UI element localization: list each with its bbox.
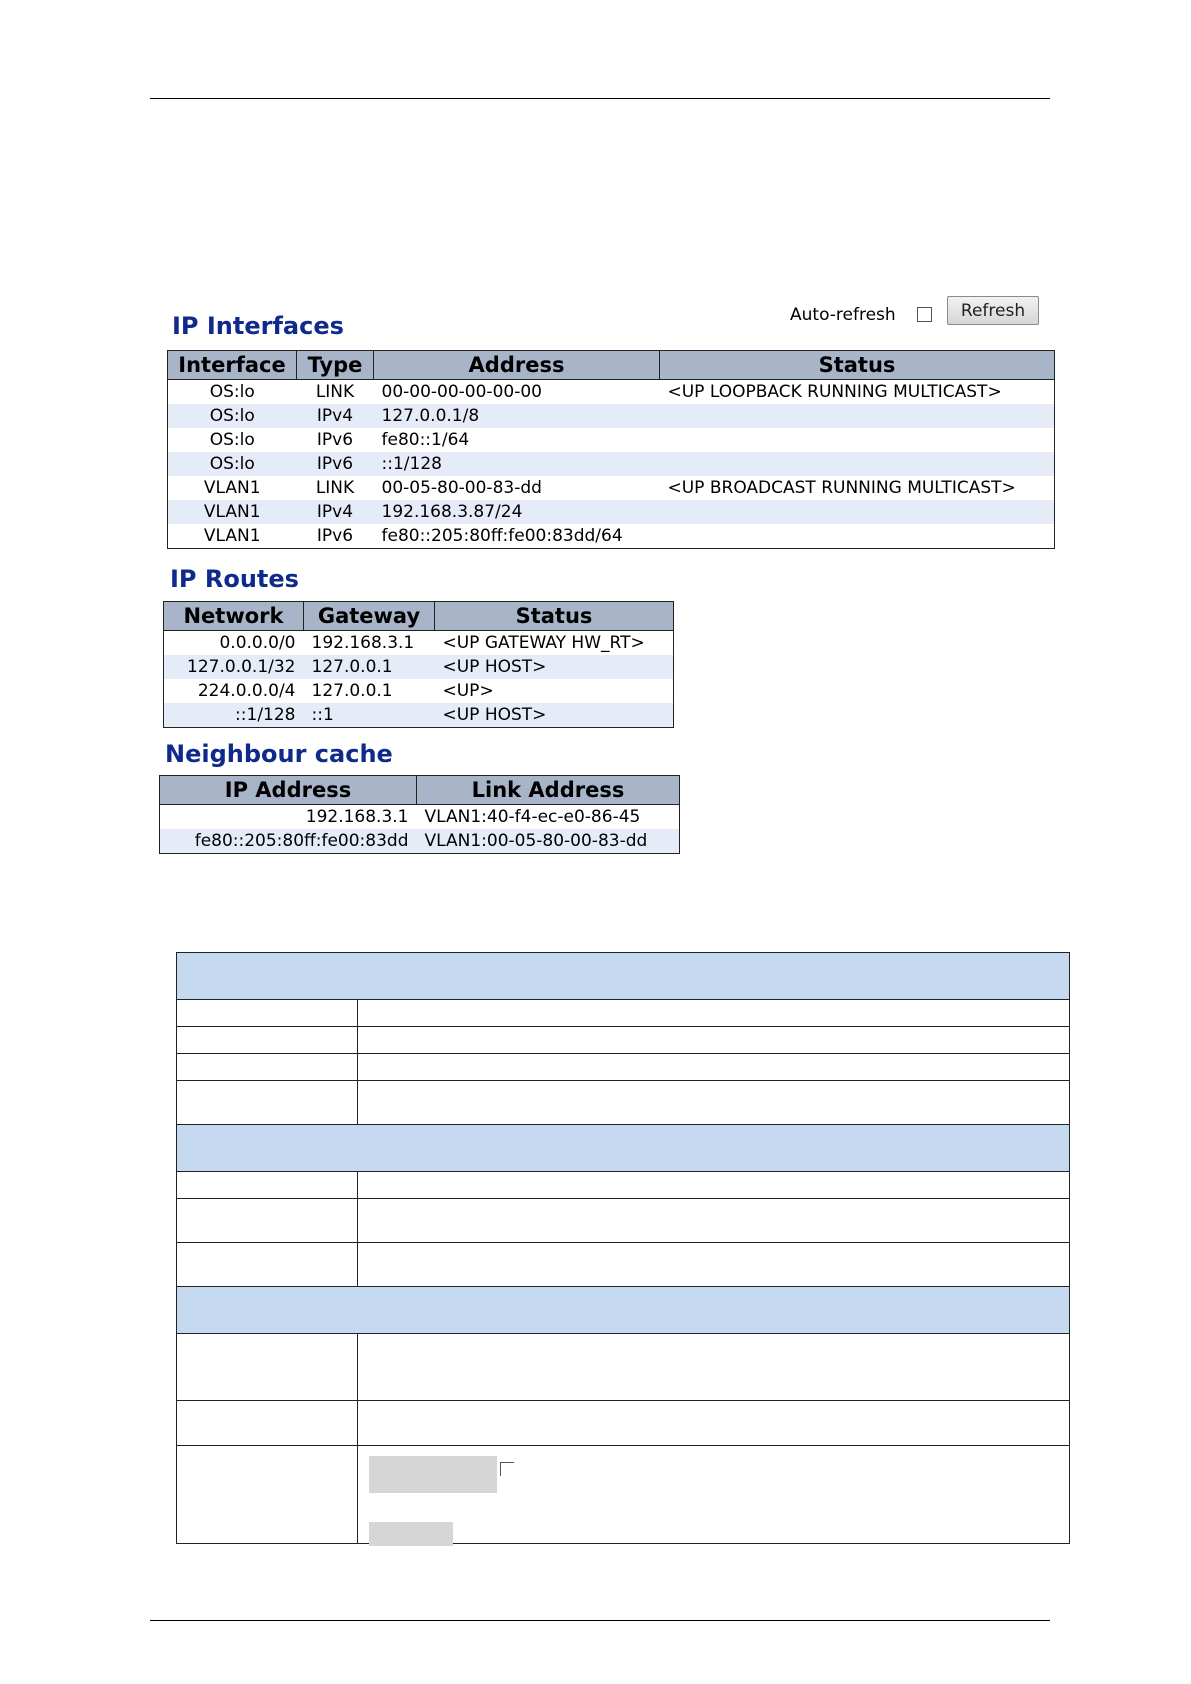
status-cell [660, 404, 1055, 428]
type-cell: IPv4 [297, 404, 374, 428]
section-header-cell [177, 1287, 1070, 1334]
column-header-status: Status [660, 351, 1055, 380]
network-cell: 0.0.0.0/0 [164, 631, 304, 656]
route-status-cell: <UP> [435, 679, 674, 703]
interface-cell: VLAN1 [168, 524, 297, 549]
description-cell [358, 1081, 1070, 1125]
column-header-address: Address [374, 351, 660, 380]
description-table [176, 952, 1070, 1544]
ip-interfaces-table [167, 350, 1055, 549]
interface-cell: OS:lo [168, 404, 297, 428]
type-cell: IPv6 [297, 524, 374, 549]
interface-cell: VLAN1 [168, 476, 297, 500]
table-header-row [164, 602, 674, 631]
section-header-cell [177, 953, 1070, 1000]
table-row [168, 428, 1055, 452]
address-cell: 00-00-00-00-00-00 [374, 380, 660, 405]
table-row [168, 500, 1055, 524]
ip-address-cell: fe80::205:80ff:fe00:83dd [160, 829, 417, 854]
table-header-row [160, 776, 680, 805]
table-row [160, 805, 680, 830]
status-cell: <UP BROADCAST RUNNING MULTICAST> [660, 476, 1055, 500]
description-cell [358, 1172, 1070, 1199]
column-header-link-address: Link Address [417, 776, 680, 805]
table-row [168, 452, 1055, 476]
table-row [177, 1446, 1070, 1544]
table-row [164, 631, 674, 656]
section-header-cell [177, 1125, 1070, 1172]
table-row [177, 1334, 1070, 1401]
column-header-network: Network [164, 602, 304, 631]
table-row [168, 380, 1055, 405]
description-cell [358, 1199, 1070, 1243]
type-cell: IPv4 [297, 500, 374, 524]
gateway-cell: 127.0.0.1 [304, 655, 435, 679]
table-row [177, 1000, 1070, 1027]
table-row [177, 1027, 1070, 1054]
gateway-cell: 192.168.3.1 [304, 631, 435, 656]
interface-cell: VLAN1 [168, 500, 297, 524]
link-address-cell: VLAN1:00-05-80-00-83-dd [417, 829, 680, 854]
status-cell [660, 524, 1055, 549]
column-header-ip-address: IP Address [160, 776, 417, 805]
footer-rule [150, 1620, 1050, 1621]
gateway-cell: 127.0.0.1 [304, 679, 435, 703]
address-cell: 00-05-80-00-83-dd [374, 476, 660, 500]
address-cell: ::1/128 [374, 452, 660, 476]
route-status-cell: <UP GATEWAY HW_RT> [435, 631, 674, 656]
link-address-cell: VLAN1:40-f4-ec-e0-86-45 [417, 805, 680, 830]
type-cell: IPv6 [297, 452, 374, 476]
table-row [177, 1054, 1070, 1081]
network-cell: 127.0.0.1/32 [164, 655, 304, 679]
description-cell [358, 1027, 1070, 1054]
ip-routes-table [163, 601, 674, 728]
column-header-status: Status [435, 602, 674, 631]
object-cell [177, 1054, 358, 1081]
table-row [164, 679, 674, 703]
description-cell [358, 1243, 1070, 1287]
checkbox-icon [500, 1462, 514, 1476]
network-cell: ::1/128 [164, 703, 304, 728]
header-rule [150, 98, 1050, 99]
object-cell [177, 1446, 358, 1544]
address-cell: 192.168.3.87/24 [374, 500, 660, 524]
ip-address-cell: 192.168.3.1 [160, 805, 417, 830]
object-cell [177, 1172, 358, 1199]
auto-refresh-checkbox[interactable] [917, 307, 932, 322]
interface-cell: OS:lo [168, 380, 297, 405]
table-row [164, 655, 674, 679]
table-row [168, 524, 1055, 549]
gateway-cell: ::1 [304, 703, 435, 728]
object-cell [177, 1000, 358, 1027]
table-header-row [168, 351, 1055, 380]
column-header-gateway: Gateway [304, 602, 435, 631]
interface-cell: OS:lo [168, 452, 297, 476]
status-cell [660, 428, 1055, 452]
object-cell [177, 1199, 358, 1243]
neighbour-cache-table [159, 775, 680, 854]
table-row [168, 404, 1055, 428]
section-row [177, 953, 1070, 1000]
ip-routes-title: IP Routes [170, 565, 299, 593]
neighbour-cache-title: Neighbour cache [165, 740, 393, 768]
description-cell [358, 1054, 1070, 1081]
object-cell [177, 1334, 358, 1401]
table-row [164, 703, 674, 728]
section-row [177, 1287, 1070, 1334]
address-cell: fe80::1/64 [374, 428, 660, 452]
type-cell: LINK [297, 476, 374, 500]
interface-cell: OS:lo [168, 428, 297, 452]
table-row [168, 476, 1055, 500]
status-cell: <UP LOOPBACK RUNNING MULTICAST> [660, 380, 1055, 405]
description-cell [358, 1334, 1070, 1401]
object-cell [177, 1081, 358, 1125]
object-cell [177, 1027, 358, 1054]
ip-interfaces-title: IP Interfaces [172, 312, 344, 340]
table-row [177, 1401, 1070, 1446]
section-row [177, 1125, 1070, 1172]
object-cell [177, 1243, 358, 1287]
refresh-button[interactable]: Refresh [947, 296, 1039, 325]
auto-refresh-label-placeholder [369, 1456, 497, 1493]
route-status-cell: <UP HOST> [435, 655, 674, 679]
type-cell: IPv6 [297, 428, 374, 452]
status-cell [660, 500, 1055, 524]
table-row [177, 1199, 1070, 1243]
table-row [177, 1081, 1070, 1125]
status-cell [660, 452, 1055, 476]
auto-refresh-label: Auto-refresh [790, 305, 896, 325]
type-cell: LINK [297, 380, 374, 405]
column-header-interface: Interface [168, 351, 297, 380]
address-cell: fe80::205:80ff:fe00:83dd/64 [374, 524, 660, 549]
description-cell [358, 1401, 1070, 1446]
route-status-cell: <UP HOST> [435, 703, 674, 728]
object-cell [177, 1401, 358, 1446]
description-cell [358, 1000, 1070, 1027]
table-row [160, 829, 680, 854]
network-cell: 224.0.0.0/4 [164, 679, 304, 703]
address-cell: 127.0.0.1/8 [374, 404, 660, 428]
refresh-button-placeholder [369, 1522, 453, 1546]
table-row [177, 1243, 1070, 1287]
column-header-type: Type [297, 351, 374, 380]
table-row [177, 1172, 1070, 1199]
